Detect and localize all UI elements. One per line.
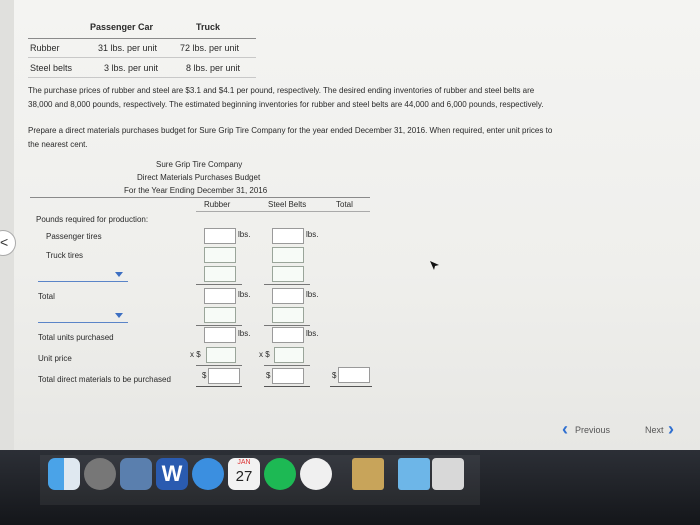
steel-cost-input[interactable] xyxy=(272,368,304,384)
double-rule xyxy=(196,386,242,387)
sum-rule xyxy=(264,284,310,285)
passenger-tires-label: Passenger tires xyxy=(46,232,102,241)
steel-truck: 8 lbs. per unit xyxy=(186,63,241,73)
rubber-truck: 72 lbs. per unit xyxy=(180,43,240,53)
steel-units-input[interactable] xyxy=(272,327,304,343)
steel-extra-input[interactable] xyxy=(272,266,304,282)
word-icon[interactable]: W xyxy=(156,458,188,490)
launchpad-icon[interactable] xyxy=(84,458,116,490)
steel-price-input[interactable] xyxy=(274,347,304,363)
previous-button[interactable]: Previous xyxy=(575,425,611,435)
rubber-units-input[interactable] xyxy=(204,327,236,343)
row-label-rubber: Rubber xyxy=(30,43,60,53)
col-steel-belts: Steel Belts xyxy=(268,200,307,209)
finder-icon[interactable] xyxy=(48,458,80,490)
sum-rule xyxy=(196,325,242,326)
steel-inventory-input[interactable] xyxy=(272,307,304,323)
itunes-icon[interactable] xyxy=(300,458,332,490)
pounds-required-label: Pounds required for production: xyxy=(36,215,149,224)
next-button[interactable]: Next xyxy=(645,425,664,435)
double-rule xyxy=(330,386,372,387)
left-edge xyxy=(0,0,14,450)
col-rubber: Rubber xyxy=(204,200,231,209)
sum-rule xyxy=(264,365,310,366)
budget-period: For the Year Ending December 31, 2016 xyxy=(124,186,268,195)
rubber-passenger: 31 lbs. per unit xyxy=(98,43,158,53)
dollar-label: $ xyxy=(202,371,207,380)
rubber-extra-input[interactable] xyxy=(204,266,236,282)
calendar-day: 27 xyxy=(235,468,253,485)
budget-company: Sure Grip Tire Company xyxy=(156,160,243,169)
unit-label: lbs. xyxy=(238,290,251,299)
sum-rule xyxy=(196,365,242,366)
table-rule xyxy=(28,38,256,39)
steel-total-input[interactable] xyxy=(272,288,304,304)
trash-icon[interactable] xyxy=(432,458,464,490)
unit-label: lbs. xyxy=(306,329,319,338)
folder-icon[interactable] xyxy=(398,458,430,490)
pages-icon[interactable] xyxy=(352,458,384,490)
unit-label: lbs. xyxy=(238,329,251,338)
steel-passenger-input[interactable] xyxy=(272,228,304,244)
problem-text-line: 38,000 and 8,000 pounds, respectively. The estimated beginning inventories for rubber and steel belts are 44,000 and 6,000 pounds, respectively. xyxy=(28,100,544,109)
dollar-label: $ xyxy=(332,371,337,380)
safari-icon[interactable] xyxy=(192,458,224,490)
budget-rule xyxy=(196,211,370,212)
spotify-icon[interactable] xyxy=(264,458,296,490)
item-dropdown[interactable] xyxy=(38,322,128,323)
sum-rule xyxy=(196,284,242,285)
total-units-label: Total units purchased xyxy=(38,333,114,342)
calendar-icon[interactable] xyxy=(228,458,260,490)
instruction-text-line: Prepare a direct materials purchases budget for Sure Grip Tire Company for the year ended December 31, 2016. When required, enter unit prices to xyxy=(28,126,553,135)
truck-tires-label: Truck tires xyxy=(46,251,84,260)
rubber-inventory-input[interactable] xyxy=(204,307,236,323)
table-rule xyxy=(28,77,256,78)
steel-passenger: 3 lbs. per unit xyxy=(104,63,159,73)
preview-icon[interactable] xyxy=(120,458,152,490)
item-dropdown[interactable] xyxy=(38,281,128,282)
instruction-text-line: the nearest cent. xyxy=(28,140,88,149)
rubber-passenger-input[interactable] xyxy=(204,228,236,244)
total-cost-label: Total direct materials to be purchased xyxy=(38,375,171,384)
header-passenger-car: Passenger Car xyxy=(90,22,154,32)
problem-text-line: The purchase prices of rubber and steel are $3.1 and $4.1 per pound, respectively. The desired ending inventories of rubber and steel belts are xyxy=(28,86,535,95)
previous-chevron-icon[interactable]: ‹ xyxy=(562,419,568,439)
steel-truck-input[interactable] xyxy=(272,247,304,263)
row-label-steel: Steel belts xyxy=(30,63,73,73)
header-truck: Truck xyxy=(196,22,221,32)
calendar-month: JAN xyxy=(237,459,251,466)
times-dollar-label: x $ xyxy=(259,350,270,359)
table-rule xyxy=(28,57,256,58)
rubber-cost-input[interactable] xyxy=(208,368,240,384)
sum-rule xyxy=(264,325,310,326)
budget-title: Direct Materials Purchases Budget xyxy=(137,173,261,182)
rubber-total-input[interactable] xyxy=(204,288,236,304)
unit-label: lbs. xyxy=(238,230,251,239)
rubber-price-input[interactable] xyxy=(206,347,236,363)
budget-rule xyxy=(30,197,370,198)
cursor-icon xyxy=(430,261,440,271)
times-dollar-label: x $ xyxy=(190,350,201,359)
dollar-label: $ xyxy=(266,371,271,380)
unit-label: lbs. xyxy=(306,230,319,239)
unit-label: lbs. xyxy=(306,290,319,299)
total-label: Total xyxy=(38,292,55,301)
chevron-down-icon[interactable] xyxy=(115,313,123,318)
rubber-truck-input[interactable] xyxy=(204,247,236,263)
next-chevron-icon[interactable]: › xyxy=(668,419,674,439)
col-total: Total xyxy=(336,200,353,209)
double-rule xyxy=(264,386,310,387)
unit-price-label: Unit price xyxy=(38,354,72,363)
total-cost-input[interactable] xyxy=(338,367,370,383)
chevron-left-icon: < xyxy=(0,234,9,250)
chevron-down-icon[interactable] xyxy=(115,272,123,277)
